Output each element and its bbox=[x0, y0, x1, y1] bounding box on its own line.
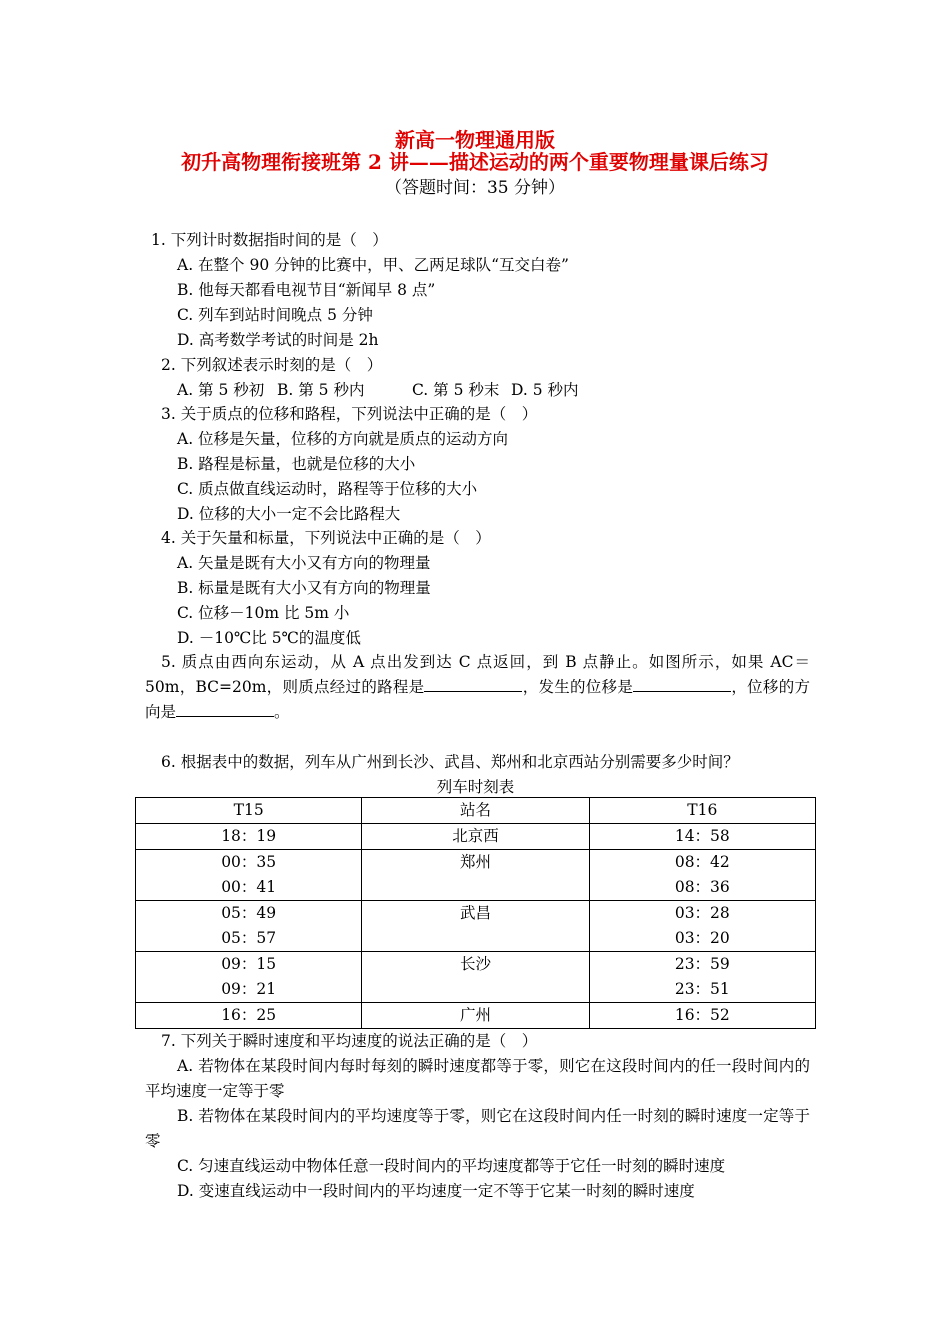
document-title: 新高一物理通用版 bbox=[395, 128, 555, 152]
t16-depart: 03：20 bbox=[674, 929, 730, 947]
lecture-title: 初升高物理衔接班第 2 讲——描述运动的两个重要物理量课后练习 bbox=[181, 150, 769, 174]
question-5 bbox=[145, 650, 810, 725]
t16-time bbox=[589, 850, 815, 901]
question-2-option-c: C. 第 5 秒末 bbox=[412, 381, 500, 399]
question-1-stem: 1. 下列计时数据指时间的是（ ） bbox=[151, 231, 388, 249]
question-7-option-a: A. 若物体在某段时间内每时每刻的瞬时速度都等于零，则它在这段时间内的任一段时间内的平均速度一定等于零 bbox=[145, 1057, 810, 1100]
question-2-option-d: D. 5 秒内 bbox=[511, 381, 579, 399]
answer-blank-displacement bbox=[633, 675, 731, 692]
table-row bbox=[136, 901, 816, 952]
t16-time bbox=[589, 901, 815, 952]
table-row bbox=[136, 1003, 816, 1029]
answer-blank-direction bbox=[176, 700, 274, 717]
t16-arrive: 03：28 bbox=[674, 904, 730, 922]
question-5-text-3: ，位移的方向是 bbox=[145, 678, 810, 721]
question-4-stem: 4. 关于矢量和标量，下列说法中正确的是（ ） bbox=[161, 529, 491, 547]
question-3-option-b: B. 路程是标量，也就是位移的大小 bbox=[177, 455, 416, 473]
t15-time: 16：25 bbox=[136, 1003, 362, 1029]
question-3-stem: 3. 关于质点的位移和路程，下列说法中正确的是（ ） bbox=[161, 405, 538, 423]
question-7-stem: 7. 下列关于瞬时速度和平均速度的说法正确的是（ ） bbox=[161, 1032, 538, 1050]
t16-arrive: 08：42 bbox=[674, 853, 730, 871]
t16-time: 16：52 bbox=[589, 1003, 815, 1029]
t16-depart: 08：36 bbox=[674, 878, 730, 896]
t15-arrive: 00：35 bbox=[221, 853, 277, 871]
t15-depart: 05：57 bbox=[221, 929, 277, 947]
t15-depart: 09：21 bbox=[221, 980, 277, 998]
question-3-option-d: D. 位移的大小一定不会比路程大 bbox=[177, 505, 401, 523]
header-t15: T15 bbox=[136, 798, 362, 824]
question-5-text-2: ，发生的位移是 bbox=[522, 678, 634, 696]
t15-time bbox=[136, 952, 362, 1003]
question-4-option-a: A. 矢量是既有大小又有方向的物理量 bbox=[177, 554, 431, 572]
table-header-row bbox=[136, 798, 816, 824]
t16-time: 14：58 bbox=[589, 824, 815, 850]
station-name: 广州 bbox=[362, 1003, 589, 1029]
question-2-option-a: A. 第 5 秒初 bbox=[177, 381, 265, 399]
station-name: 武昌 bbox=[362, 901, 589, 952]
question-3-option-c: C. 质点做直线运动时，路程等于位移的大小 bbox=[177, 480, 478, 498]
station-name: 长沙 bbox=[362, 952, 589, 1003]
question-5-text-1: 5. 质点由西向东运动，从 A 点出发到达 C 点返回，到 B 点静止。如图所示，如果 AC＝50m，BC=20m，则质点经过的路程是 bbox=[145, 653, 810, 696]
t15-arrive: 09：15 bbox=[221, 955, 277, 973]
header-station: 站名 bbox=[362, 798, 589, 824]
question-6-stem: 6. 根据表中的数据，列车从广州到长沙、武昌、郑州和北京西站分别需要多少时间？ bbox=[161, 753, 739, 771]
question-4-option-d: D. －10℃比 5℃的温度低 bbox=[177, 629, 361, 647]
question-4-option-c: C. 位移－10m 比 5m 小 bbox=[177, 604, 350, 622]
table-row bbox=[136, 850, 816, 901]
table-caption: 列车时刻表 bbox=[436, 778, 515, 796]
train-timetable bbox=[135, 797, 816, 1029]
question-4-option-b: B. 标量是既有大小又有方向的物理量 bbox=[177, 579, 431, 597]
table-row bbox=[136, 824, 816, 850]
station-name: 郑州 bbox=[362, 850, 589, 901]
t16-time bbox=[589, 952, 815, 1003]
t16-arrive: 23：59 bbox=[674, 955, 730, 973]
station-name: 北京西 bbox=[362, 824, 589, 850]
table-row bbox=[136, 952, 816, 1003]
question-7-option-d: D. 变速直线运动中一段时间内的平均速度一定不等于它某一时刻的瞬时速度 bbox=[177, 1182, 695, 1200]
question-2-stem: 2. 下列叙述表示时刻的是（ ） bbox=[161, 356, 383, 374]
header-t16: T16 bbox=[589, 798, 815, 824]
question-1-option-a: A. 在整个 90 分钟的比赛中，甲、乙两足球队“互交白卷” bbox=[177, 256, 569, 274]
t16-depart: 23：51 bbox=[674, 980, 730, 998]
question-1-option-d: D. 高考数学考试的时间是 2h bbox=[177, 331, 379, 349]
question-5-text-4: 。 bbox=[274, 703, 290, 721]
t15-depart: 00：41 bbox=[221, 878, 277, 896]
time-note: （答题时间：35 分钟） bbox=[384, 178, 566, 198]
t15-time bbox=[136, 850, 362, 901]
t15-arrive: 05：49 bbox=[221, 904, 277, 922]
question-7-option-c: C. 匀速直线运动中物体任意一段时间内的平均速度都等于它任一时刻的瞬时速度 bbox=[177, 1157, 726, 1175]
question-7-option-b: B. 若物体在某段时间内的平均速度等于零，则它在这段时间内任一时刻的瞬时速度一定等于零 bbox=[145, 1107, 810, 1150]
answer-blank-distance bbox=[424, 675, 522, 692]
question-3-option-a: A. 位移是矢量，位移的方向就是质点的运动方向 bbox=[177, 430, 509, 448]
question-2-option-b: B. 第 5 秒内 bbox=[277, 381, 365, 399]
t15-time bbox=[136, 901, 362, 952]
question-1-option-b: B. 他每天都看电视节目“新闻早 8 点” bbox=[177, 281, 436, 299]
question-1-option-c: C. 列车到站时间晚点 5 分钟 bbox=[177, 306, 373, 324]
t15-time: 18：19 bbox=[136, 824, 362, 850]
